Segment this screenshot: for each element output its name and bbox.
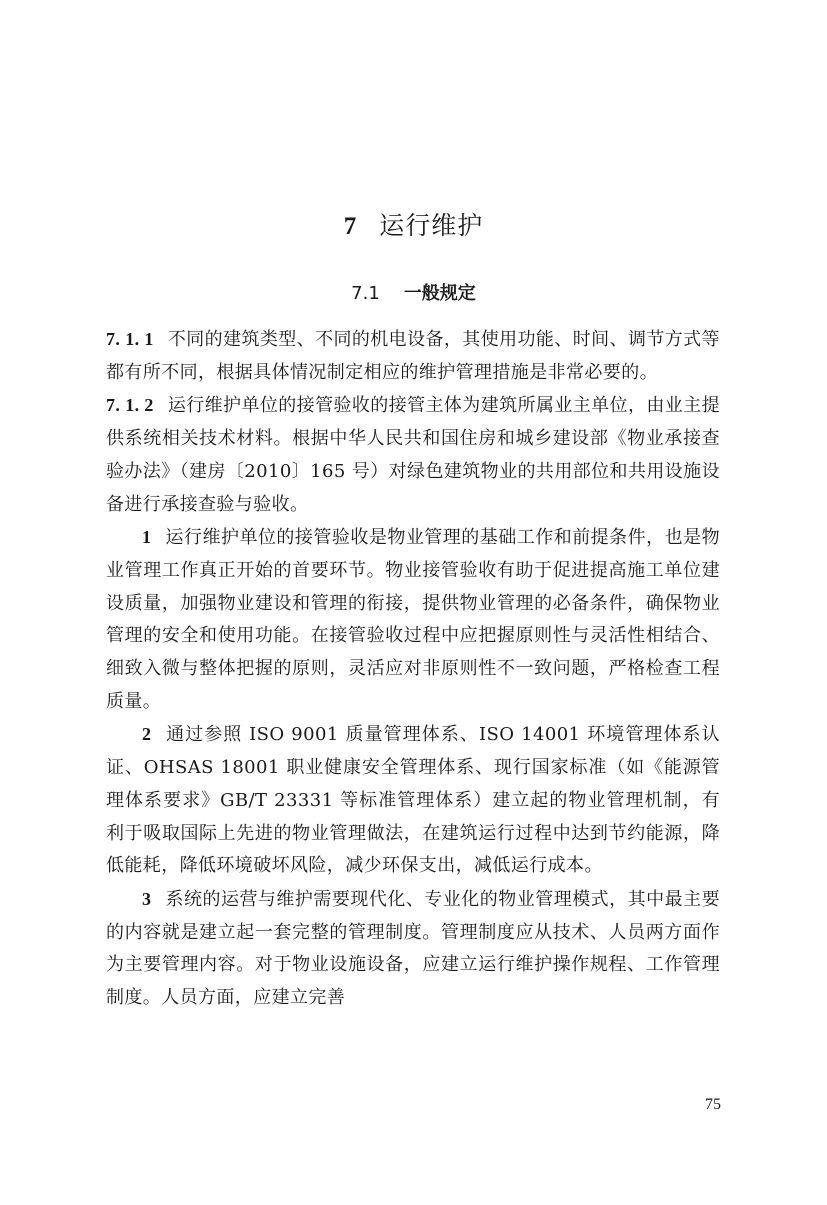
item-text: 通过参照 ISO 9001 质量管理体系、ISO 14001 环境管理体系认证、OHSAS 18001 职业健康安全管理体系、现行国家标准（如《能源管理体系要求》GB/T 23331 等标准管理体系）建立起的物业管理机制，有利于吸取国际上先进的物业管理做法，在建筑运行过程中达到节约能源，降低能耗，降低环境破坏风险，减少环保支出，减低运行成本。 (106, 724, 720, 877)
item-paragraph (106, 883, 720, 1015)
item-paragraph (106, 521, 720, 718)
chapter-heading (0, 206, 827, 247)
clause-text: 运行维护单位的接管验收的接管主体为建筑所属业主单位，由业主提供系统相关技术材料。根据中华人民共和国住房和城乡建设部《物业承接查验办法》（建房〔2010〕165 号）对绿色建筑物业的共用部位和共用设施设备进行承接查验与验收。 (106, 395, 720, 515)
clause-text: 不同的建筑类型、不同的机电设备，其使用功能、时间、调节方式等都有所不同，根据具体情况制定相应的维护管理措施是非常必要的。 (106, 329, 720, 383)
body-text (106, 323, 720, 1015)
page-number: 75 (705, 1096, 721, 1113)
section-number: 7.1 (351, 283, 380, 304)
clause-paragraph (106, 389, 720, 521)
item-text: 运行维护单位的接管验收是物业管理的基础工作和前提条件，也是物业管理工作真正开始的首要环节。物业接管验收有助于促进提高施工单位建设质量，加强物业建设和管理的衔接，提供物业管理的必备条件，确保物业管理的安全和使用功能。在接管验收过程中应把握原则性与灵活性相结合、细致入微与整体把握的原则，灵活应对非原则性不一致问题，严格检查工程质量。 (106, 527, 720, 712)
item-number: 3 (142, 888, 152, 909)
item-number: 2 (142, 724, 152, 745)
item-text: 系统的运营与维护需要现代化、专业化的物业管理模式，其中最主要的内容就是建立起一套完整的管理制度。管理制度应从技术、人员两方面作为主要管理内容。对于物业设施设备，应建立运行维护操作规程、工作管理制度。人员方面，应建立完善 (106, 888, 720, 1009)
chapter-number: 7 (343, 213, 358, 240)
section-title-text: 一般规定 (403, 283, 476, 304)
clause-paragraph (106, 323, 720, 389)
clause-number: 7. 1. 1 (106, 329, 154, 349)
clause-number: 7. 1. 2 (106, 395, 154, 416)
item-number: 1 (142, 527, 152, 548)
item-paragraph (106, 718, 720, 883)
chapter-title-text: 运行维护 (379, 211, 484, 240)
section-heading (0, 280, 827, 308)
